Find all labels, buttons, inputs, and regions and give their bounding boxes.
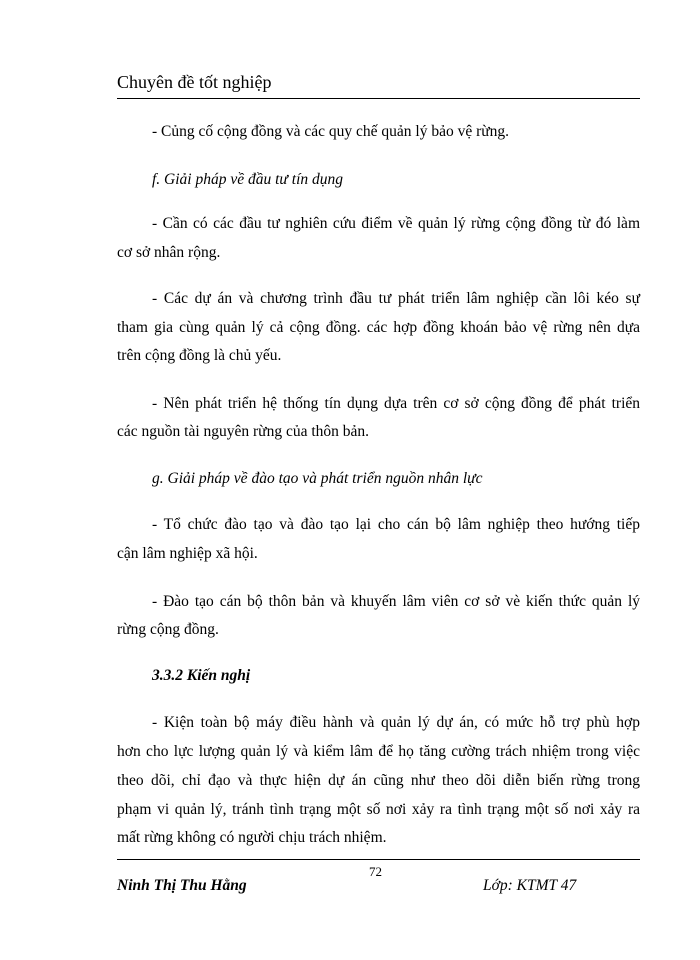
paragraph-line: hơn cho lực lượng quản lý và kiểm lâm để họ tăng cường trách nhiệm trong việc — [117, 743, 640, 760]
paragraph-line: mất rừng không có người chịu trách nhiệm. — [117, 829, 387, 846]
header-rule — [117, 98, 640, 99]
paragraph-line: cơ sở nhân rộng. — [117, 244, 221, 261]
footer-rule — [117, 859, 640, 860]
section-heading-g: g. Giải pháp về đào tạo và phát triển nguồn nhân lực — [152, 470, 483, 487]
section-heading-f: f. Giải pháp về đầu tư tín dụng — [152, 171, 343, 188]
paragraph-line: phạm vi quản lý, tránh tình trạng một số nơi xảy ra tình trạng một số nơi xảy ra — [117, 801, 640, 818]
paragraph-line: các nguồn tài nguyên rừng của thôn bản. — [117, 423, 370, 440]
paragraph-line: - Các dự án và chương trình đầu tư phát triển lâm nghiệp cần lôi kéo sự — [152, 290, 640, 307]
paragraph-line: - Tổ chức đào tạo và đào tạo lại cho cán bộ lâm nghiệp theo hướng tiếp — [152, 516, 640, 533]
bullet-line: - Củng cố cộng đồng và các quy chế quản lý bảo vệ rừng. — [152, 123, 510, 140]
page-number: 72 — [369, 864, 382, 879]
section-heading-332: 3.3.2 Kiến nghị — [152, 667, 251, 684]
paragraph-line: cận lâm nghiệp xã hội. — [117, 545, 258, 562]
paragraph-line: rừng cộng đồng. — [117, 621, 219, 638]
footer-class: Lớp: KTMT 47 — [483, 877, 577, 894]
paragraph-line: - Cần có các đầu tư nghiên cứu điểm về quản lý rừng cộng đồng từ đó làm — [152, 215, 640, 232]
header-title: Chuyên đề tốt nghiệp — [117, 72, 272, 92]
footer-author: Ninh Thị Thu Hằng — [117, 877, 247, 894]
paragraph-line: theo dõi, chỉ đạo và thực hiện dự án cũng như theo dõi diễn biến rừng trong — [117, 772, 640, 789]
paragraph-line: - Nên phát triển hệ thống tín dụng dựa trên cơ sở cộng đồng để phát triển — [152, 395, 640, 412]
paragraph-line: - Đào tạo cán bộ thôn bản và khuyến lâm viên cơ sở vè kiến thức quản lý — [152, 593, 640, 610]
paragraph-line: trên cộng đồng là chủ yếu. — [117, 347, 282, 364]
paragraph-line: tham gia cùng quản lý cả cộng đồng. các hợp đồng khoán bảo vệ rừng nên dựa — [117, 319, 640, 336]
paragraph-line: - Kiện toàn bộ máy điều hành và quản lý dự án, có mức hỗ trợ phù hợp — [152, 714, 640, 731]
